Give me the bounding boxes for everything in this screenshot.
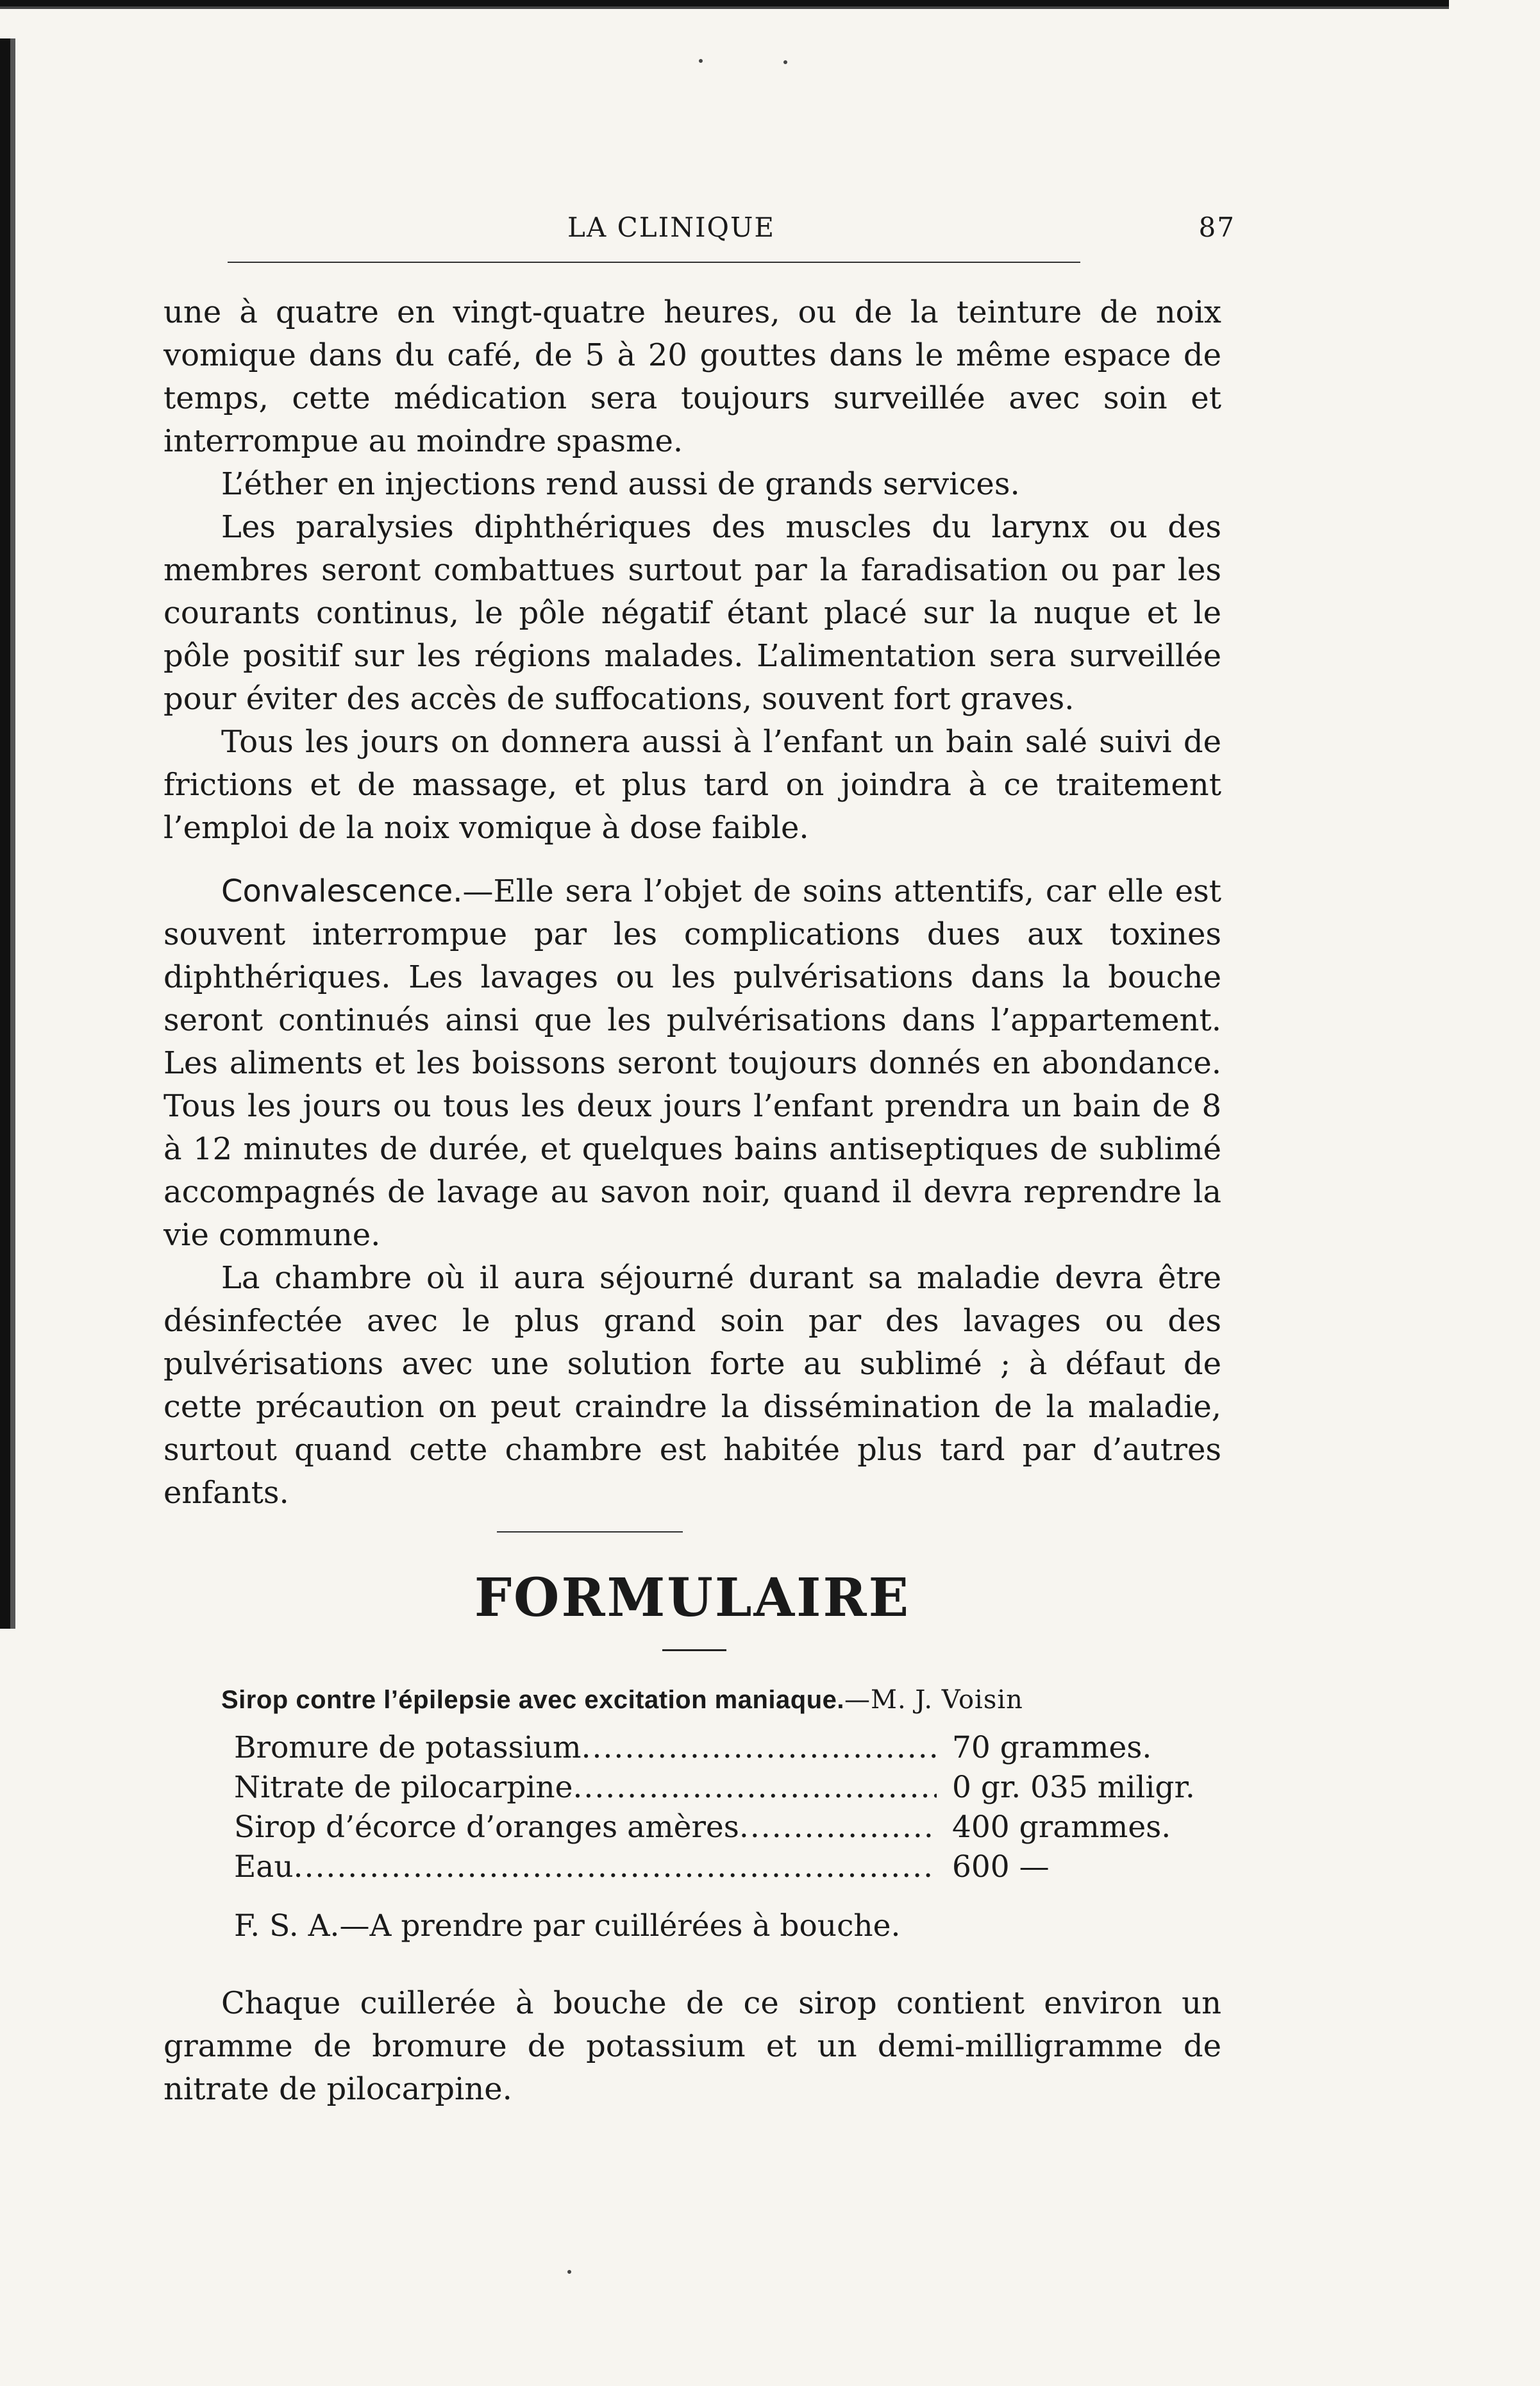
dot-leader xyxy=(294,1847,937,1887)
ingredient-name: Nitrate de pilocarpine xyxy=(234,1770,573,1805)
dot-leader xyxy=(573,1768,937,1808)
article-body xyxy=(163,291,1221,1515)
scan-edge-top xyxy=(0,0,1449,17)
ingredient-row xyxy=(234,1808,1221,1847)
section-title: FORMULAIRE xyxy=(474,1567,911,1629)
ingredient-row xyxy=(234,1847,1221,1887)
ingredient-name: Bromure de potassium xyxy=(234,1730,582,1765)
convalescence-paragraph xyxy=(163,870,1221,1257)
ingredient-row xyxy=(234,1728,1221,1768)
paragraph: Les paralysies diphthériques des muscles du larynx ou des membres seront combattues surtout par la faradisation ou par les courants continus, le pôle négatif étant placé sur la nuque et le pôle positif sur les régions malades. L’alimentation sera surveillée pour éviter des accès de suffocations, souvent fort graves. xyxy=(163,509,1221,717)
running-head-title: LA CLINIQUE xyxy=(567,212,776,243)
ingredient-dose: 70 grammes. xyxy=(952,1730,1152,1765)
recipe-instructions: F. S. A.—A prendre par cuillérées à bouche. xyxy=(234,1908,901,1944)
recipe-note: Chaque cuillerée à bouche de ce sirop contient environ un gramme de bromure de potassium et un demi-milligramme de nitrate de pilocarpine. xyxy=(163,1985,1221,2107)
ingredient-list xyxy=(163,1728,1221,1887)
page xyxy=(163,212,1235,2142)
recipe-author: —M. J. Voisin xyxy=(844,1685,1023,1715)
dot-leader xyxy=(582,1728,937,1768)
paragraph: L’éther en injections rend aussi de grands services. xyxy=(221,466,1020,502)
ingredient-name: Sirop d’écorce d’oranges amères xyxy=(234,1810,739,1845)
ingredient-dose: 600 — xyxy=(952,1849,1050,1885)
dot-leader xyxy=(739,1808,937,1847)
scan-speck xyxy=(699,59,703,63)
convalescence-heading: Convalescence. xyxy=(221,873,463,909)
ingredient-row xyxy=(234,1768,1221,1808)
scan-edge-left xyxy=(0,38,26,1629)
running-head xyxy=(163,212,1235,250)
section-separator xyxy=(497,1531,683,1533)
ingredient-dose: 0 gr. 035 miligr. xyxy=(952,1770,1195,1805)
recipe-title-text: Sirop contre l’épilepsie avec excitation maniaque. xyxy=(221,1686,844,1714)
recipe-title xyxy=(163,1682,1221,1718)
ingredient-dose: 400 grammes. xyxy=(952,1810,1171,1845)
closing-paragraph: La chambre où il aura séjourné durant sa maladie devra être désinfectée avec le plus grand soin par des lavages ou des pulvérisations avec une solution forte au sublimé ; à défaut de cette précaution on peut craindre la dissémination de la maladie, surtout quand cette chambre est habitée plus tard par d’autres enfants. xyxy=(163,1260,1221,1511)
scan-speck xyxy=(567,2270,571,2274)
page-number: 87 xyxy=(1198,212,1235,243)
scan-speck xyxy=(783,60,787,64)
convalescence-text: —Elle sera l’objet de soins attentifs, car elle est souvent interrompue par les complications dues aux toxines diphthériques. Les lavages ou les pulvérisations dans la bouche seront continués ainsi que les pulvérisations dans l’appartement. Les aliments et les boissons seront toujours donnés en abondance. Tous les jours ou tous les deux jours l’enfant prendra un bain de 8 à 12 minutes de durée, et quelques bains antiseptiques de sublimé accompagnés de lavage au savon noir, quand il devra reprendre la vie commune. xyxy=(163,873,1221,1253)
header-rule xyxy=(228,262,1080,263)
title-rule xyxy=(662,1649,726,1651)
paragraph: Tous les jours on donnera aussi à l’enfant un bain salé suivi de frictions et de massage, et plus tard on joindra à ce traitement l’emploi de la noix vomique à dose faible. xyxy=(163,724,1221,846)
ingredient-name: Eau xyxy=(234,1849,294,1885)
paragraph: une à quatre en vingt-quatre heures, ou de la teinture de noix vomique dans du café, de 5 à 20 gouttes dans le même espace de temps, cette médication sera toujours surveillée avec soin et interrompue au moindre spasme. xyxy=(163,294,1221,459)
